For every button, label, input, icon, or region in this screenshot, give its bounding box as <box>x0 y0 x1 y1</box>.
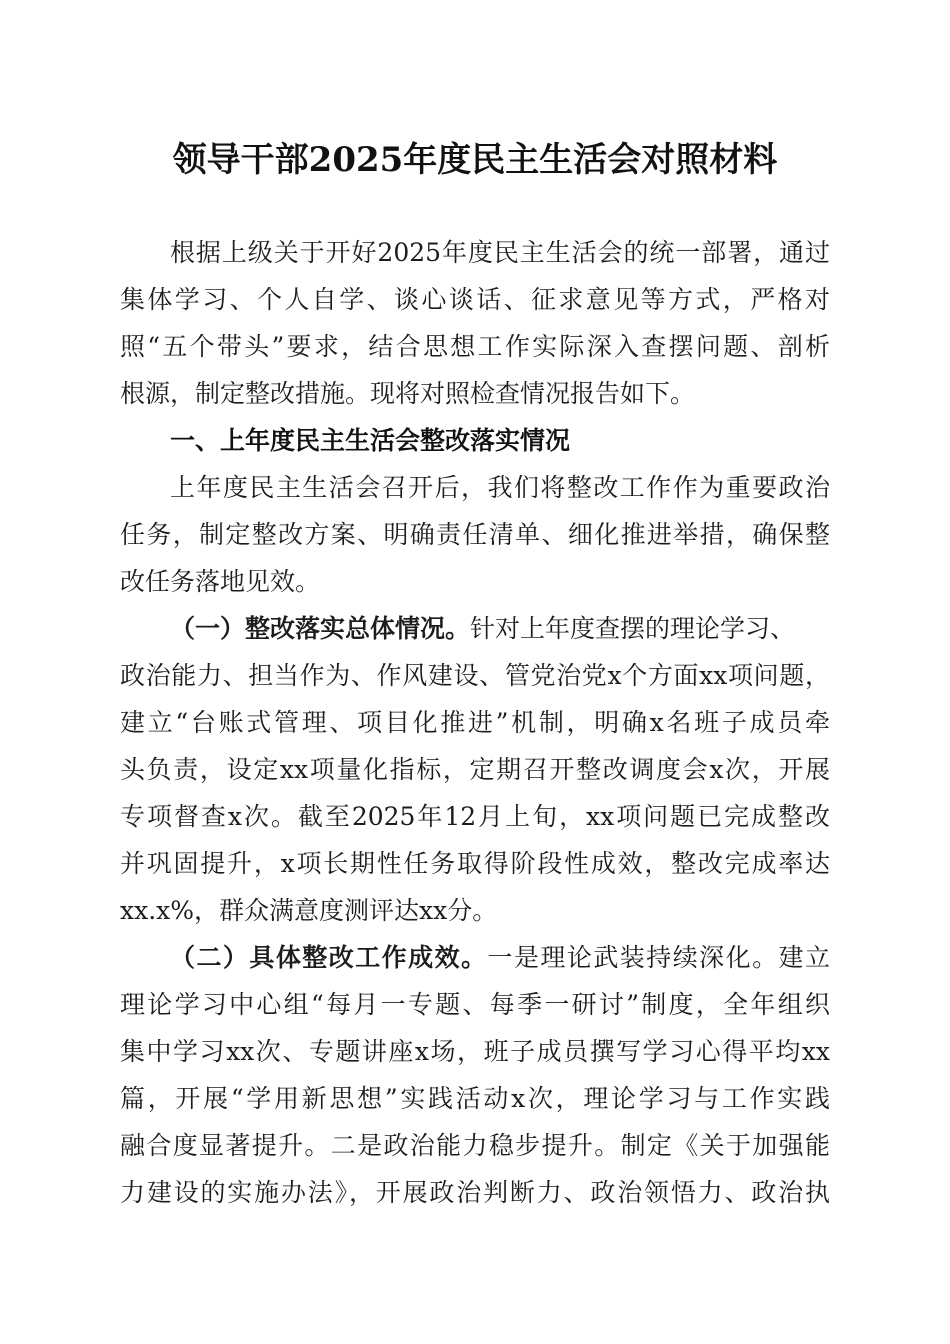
section1-line: 上年度民主生活会召开后，我们将整改工作作为重要政治 <box>170 473 830 502</box>
subsection-1-first-line <box>170 612 830 646</box>
subsection-2-label: （二）具体整改工作成效。 <box>170 943 488 972</box>
subsection-1-line: 政治能力、担当作为、作风建设、管党治党x个方面xx项问题， <box>120 661 830 690</box>
subsection-2-line: 融合度显著提升。二是政治能力稳步提升。制定《关于加强能 <box>120 1131 830 1160</box>
intro-line: 照“五个带头”要求，结合思想工作实际深入查摆问题、剖析 <box>120 332 830 361</box>
document-title: 领导干部2025年度民主生活会对照材料 <box>172 140 778 180</box>
subsection-2-line: 力建设的实施办法》，开展政治判断力、政治领悟力、政治执 <box>120 1178 830 1207</box>
subsection-2-first-line <box>170 941 830 975</box>
subsection-1-line: 并巩固提升，x项长期性任务取得阶段性成效，整改完成率达 <box>120 849 830 878</box>
intro-line: 根源，制定整改措施。现将对照检查情况报告如下。 <box>120 379 696 408</box>
subsection-1-line: 专项督查x次。截至2025年12月上旬，xx项问题已完成整改 <box>120 802 830 831</box>
subsection-1-line: xx.x%，群众满意度测评达xx分。 <box>120 896 498 925</box>
section1-line: 改任务落地见效。 <box>120 567 321 596</box>
intro-line: 根据上级关于开好2025年度民主生活会的统一部署，通过 <box>170 238 830 267</box>
subsection-1-label: （一）整改落实总体情况。 <box>170 614 471 643</box>
subsection-1-line: 建立“台账式管理、项目化推进”机制，明确x名班子成员牵 <box>120 708 830 737</box>
subsection-2-line: 理论学习中心组“每月一专题、每季一研讨”制度，全年组织 <box>120 990 830 1019</box>
subsection-2-line: 篇，开展“学用新思想”实践活动x次，理论学习与工作实践 <box>120 1084 830 1113</box>
subsection-1-text: 针对上年度查摆的理论学习、 <box>470 614 796 643</box>
subsection-1-line: 头负责，设定xx项量化指标，定期召开整改调度会x次，开展 <box>120 755 830 784</box>
intro-line: 集体学习、个人自学、谈心谈话、征求意见等方式，严格对 <box>120 285 830 314</box>
subsection-2-text: 一是理论武装持续深化。建立 <box>487 943 830 972</box>
section1-line: 任务，制定整改方案、明确责任清单、细化推进举措，确保整 <box>120 520 830 549</box>
subsection-2-line: 集中学习xx次、专题讲座x场，班子成员撰写学习心得平均xx <box>120 1037 830 1066</box>
section-heading: 一、上年度民主生活会整改落实情况 <box>170 426 571 455</box>
